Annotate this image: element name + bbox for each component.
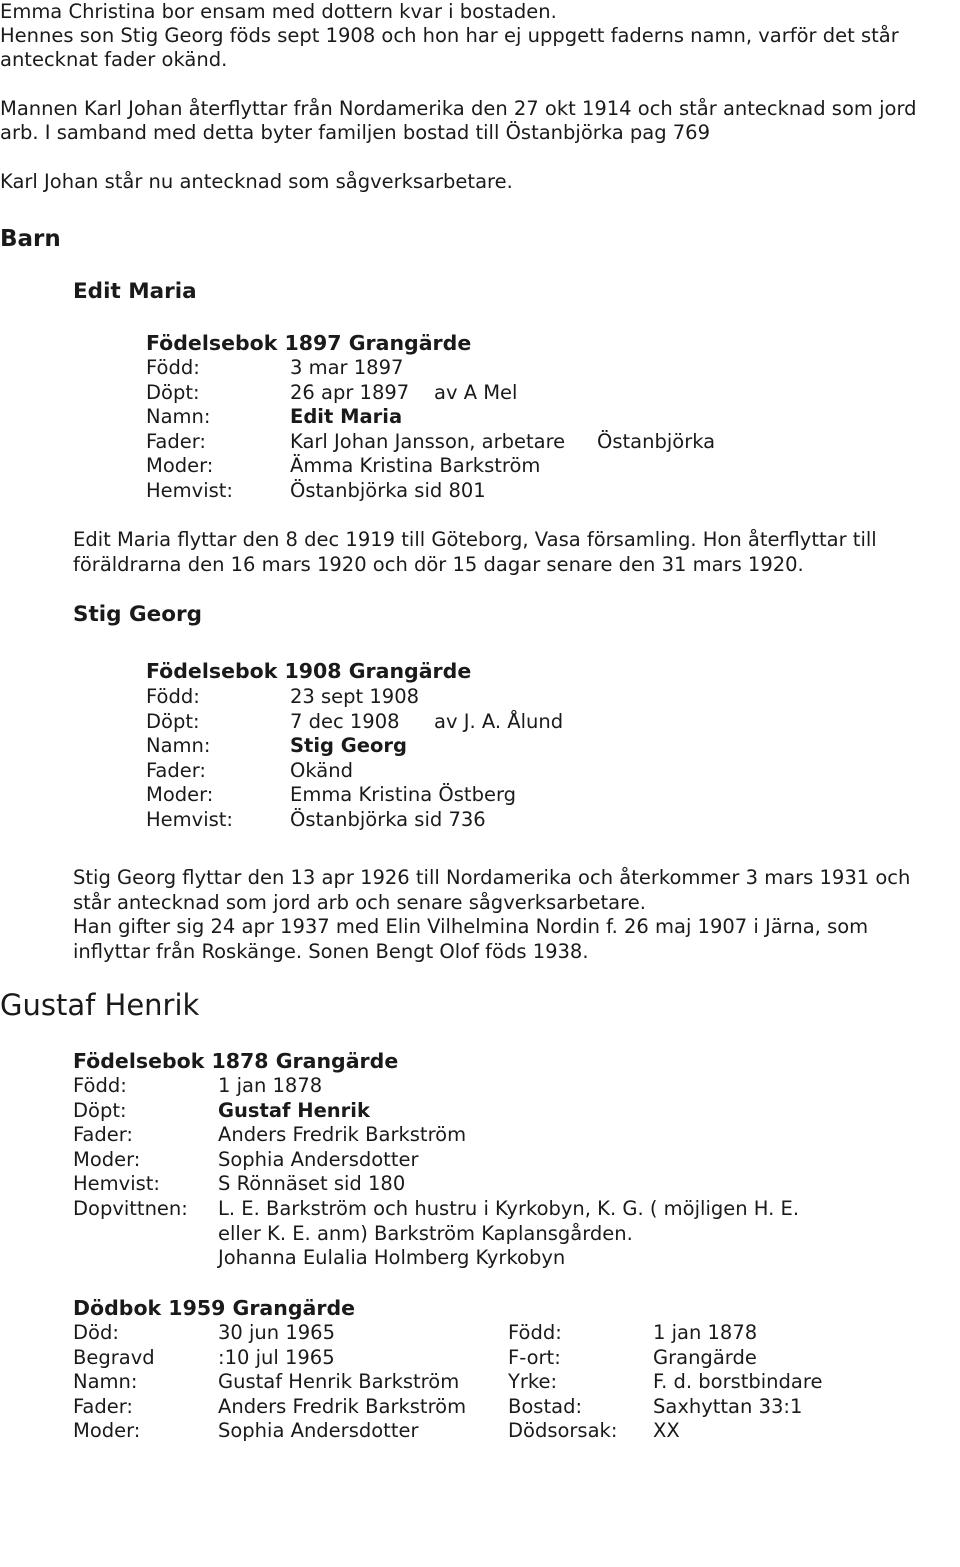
record-label: Född: [508,1321,562,1344]
record-heading: Födelsebok 1908 Grangärde [146,659,472,683]
record-row [73,1197,933,1222]
record-label: Fader: [146,429,206,453]
record-value: Karl Johan Jansson, arbetare [290,429,566,453]
death-record [73,1321,933,1444]
note-line: Stig Georg flyttar den 13 apr 1926 till Nordamerika och återkommer 3 mars 1931 och [73,866,911,889]
record-value: L. E. Barkström och hustru i Kyrkobyn, K. G. ( möjligen H. E. [218,1196,800,1220]
record-row [73,1370,933,1395]
record-value: :10 jul 1965 [218,1345,335,1369]
record-value: 30 jun 1965 [218,1321,335,1344]
record-value: 1 jan 1878 [653,1321,758,1344]
record-row [73,1222,933,1247]
note-line: Han gifter sig 24 apr 1937 med Elin Vilhelmina Nordin f. 26 maj 1907 i Järna, som [73,915,869,938]
record-row [146,405,846,430]
record-value: Grangärde [653,1345,757,1369]
record-row [146,430,846,455]
record-value: Edit Maria [290,405,403,429]
record-label: Yrke: [508,1370,558,1394]
birth-record [146,356,846,504]
record-row [73,1099,933,1124]
record-value: 1 jan 1878 [218,1074,323,1097]
record-label: Begravd [73,1345,155,1369]
record-label: Dopvittnen: [73,1196,188,1220]
record-label: Döpt: [146,709,200,733]
record-value: XX [653,1419,680,1443]
intro-line: Karl Johan står nu antecknad som sågverksarbetare. [0,170,513,193]
record-value: Östanbjörka sid 801 [290,478,486,502]
record-row [146,454,846,479]
record-value: Okänd [290,758,353,782]
record-row [73,1321,933,1346]
record-label: Död: [73,1321,119,1344]
record-row [73,1395,933,1420]
record-label: Född: [73,1074,127,1097]
record-label: Namn: [73,1370,138,1394]
record-row [146,685,846,710]
record-value: Gustaf Henrik [218,1098,370,1122]
record-value: eller K. E. anm) Barkström Kaplansgården. [218,1221,633,1245]
note-line: står antecknad som jord arb och senare sågverksarbetare. [73,891,646,914]
record-extra: Östanbjörka [597,429,716,453]
record-row [146,783,846,808]
record-value: 26 apr 1897 [290,380,410,404]
record-row [73,1172,933,1197]
record-row [73,1419,933,1444]
intro-line: arb. I samband med detta byter familjen bostad till Östanbjörka pag 769 [0,121,710,144]
record-row [73,1346,933,1371]
record-value: Saxhyttan 33:1 [653,1394,803,1418]
record-row [146,808,846,833]
record-row [146,356,846,381]
record-value: Stig Georg [290,734,407,758]
record-label: Namn: [146,405,211,429]
intro-line: Hennes son Stig Georg föds sept 1908 och hon har ej uppgett faderns namn, varför det står [0,24,899,47]
intro-line: Emma Christina bor ensam med dottern kvar i bostaden. [0,0,557,23]
record-heading: Födelsebok 1878 Grangärde [73,1049,399,1073]
record-row [146,759,846,784]
record-label: Hemvist: [73,1172,160,1196]
note-line: föräldrarna den 16 mars 1920 och dör 15 dagar senare den 31 mars 1920. [73,553,804,576]
record-value: 3 mar 1897 [290,356,404,379]
record-row [73,1148,933,1173]
intro-line: antecknat fader okänd. [0,48,228,71]
record-label: F-ort: [508,1345,561,1369]
record-value: Anders Fredrik Barkström [218,1394,467,1418]
record-value: S Rönnäset sid 180 [218,1172,406,1196]
record-value: Gustaf Henrik Barkström [218,1370,460,1394]
person-heading: Gustaf Henrik [0,988,200,1022]
record-value: Anders Fredrik Barkström [218,1123,467,1147]
record-row [73,1123,933,1148]
record-label: Född: [146,685,200,708]
record-label: Fader: [146,758,206,782]
record-label: Hemvist: [146,807,233,831]
record-label: Moder: [73,1147,141,1171]
record-label: Född: [146,356,200,379]
record-extra: av A Mel [434,380,518,404]
record-label: Döpt: [73,1098,127,1122]
record-label: Hemvist: [146,478,233,502]
record-label: Fader: [73,1123,133,1147]
record-label: Moder: [73,1419,141,1443]
record-label: Bostad: [508,1394,583,1418]
record-value: Emma Kristina Östberg [290,783,516,807]
record-row [146,381,846,406]
record-label: Moder: [146,783,214,807]
record-value: Johanna Eulalia Holmberg Kyrkobyn [218,1246,566,1270]
birth-record [73,1074,933,1271]
intro-line: Mannen Karl Johan återflyttar från Nordamerika den 27 okt 1914 och står antecknad som jord [0,97,917,120]
record-value: Sophia Andersdotter [218,1147,419,1171]
record-label: Namn: [146,734,211,758]
record-value: Sophia Andersdotter [218,1419,419,1443]
child-heading: Edit Maria [73,279,197,304]
record-row [73,1246,933,1271]
child-heading: Stig Georg [73,602,202,627]
record-heading: Dödbok 1959 Grangärde [73,1296,356,1320]
record-value: 23 sept 1908 [290,685,420,708]
record-row [146,710,846,735]
note-line: Edit Maria flyttar den 8 dec 1919 till Göteborg, Vasa församling. Hon återflyttar till [73,528,877,551]
record-label: Moder: [146,454,214,478]
record-row [146,734,846,759]
record-value: Östanbjörka sid 736 [290,807,486,831]
record-value: F. d. borstbindare [653,1370,823,1394]
section-heading-barn: Barn [0,226,61,252]
record-label: Döpt: [146,380,200,404]
birth-record [146,685,846,833]
record-heading: Födelsebok 1897 Grangärde [146,331,472,355]
record-value: Ämma Kristina Barkström [290,454,541,478]
record-extra: av J. A. Ålund [434,709,564,733]
record-label: Dödsorsak: [508,1419,618,1443]
record-value: 7 dec 1908 [290,709,400,733]
record-label: Fader: [73,1394,133,1418]
record-row [73,1074,933,1099]
note-line: inflyttar från Roskänge. Sonen Bengt Olof föds 1938. [73,940,589,963]
record-row [146,479,846,504]
